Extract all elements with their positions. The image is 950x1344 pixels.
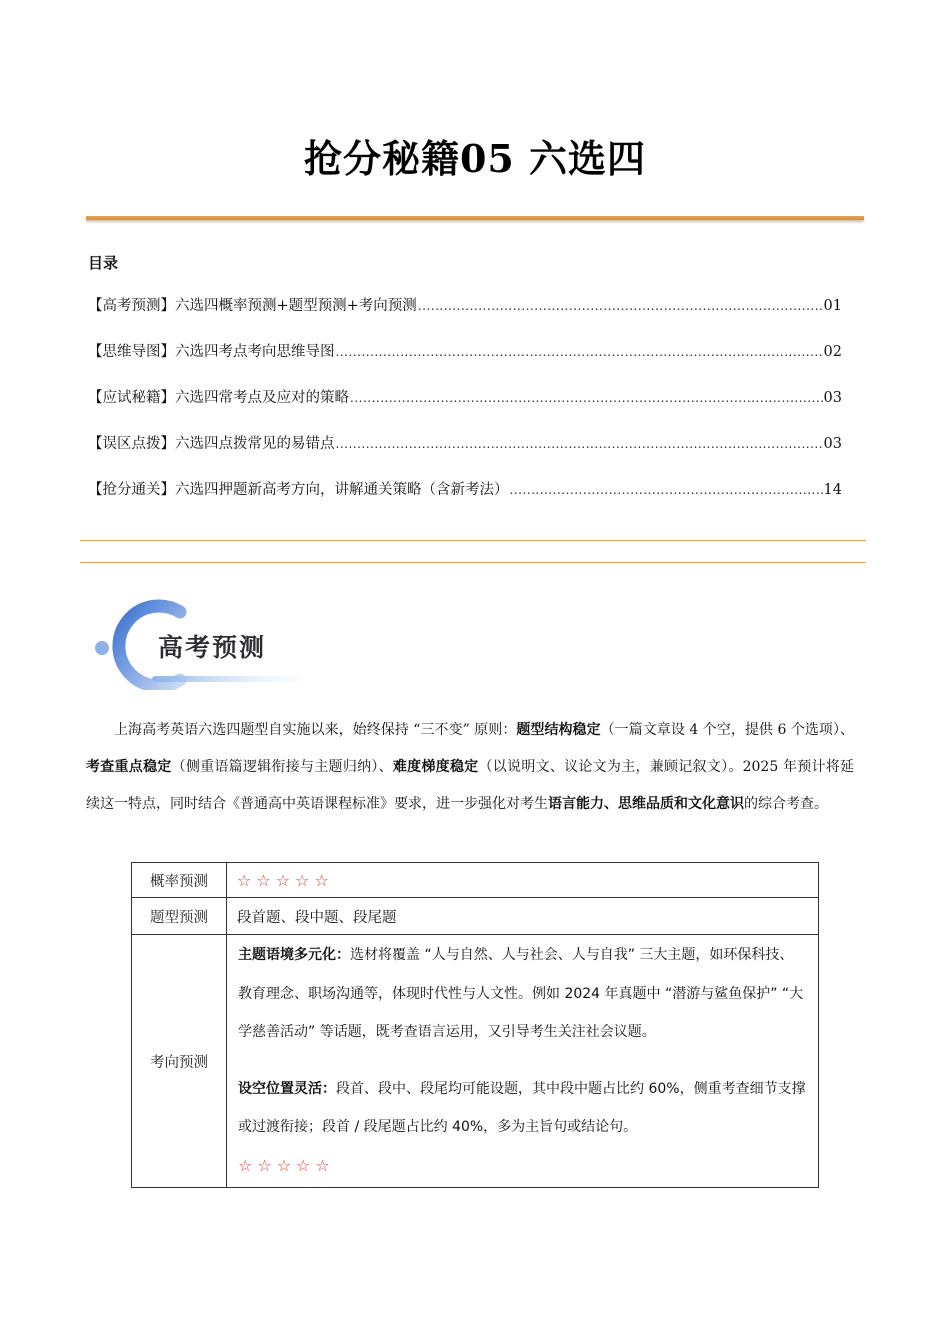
toc-leader-dots (336, 345, 823, 359)
row-value: 段首题、段中题、段尾题 (227, 898, 819, 935)
toc-leader-dots (350, 391, 823, 405)
toc-item[interactable] (88, 478, 842, 524)
emphasis-difficulty: 难度梯度稳定 (392, 759, 479, 775)
toc-item-text: 六选四押题新高考方向，讲解通关策略（含新考法） (175, 482, 509, 498)
prediction-table (131, 862, 819, 1188)
section-divider-bottom (80, 562, 866, 563)
toc-item-text: 六选四考点考向思维导图 (175, 344, 335, 360)
toc-item-tag: 【高考预测】 (88, 298, 175, 314)
section-title: 高考预测 (158, 633, 267, 662)
star-rating: ☆☆☆☆☆ (238, 1155, 335, 1175)
toc-item-tag: 【误区点拨】 (88, 436, 175, 452)
page-title: 抢分秘籍05 六选四 (303, 136, 647, 181)
direction-item: 设空位置灵活：段首、段中、段尾均可能设题，其中段中题占比约 60%，侧重考查细节支撑或过渡衔接；段首 / 段尾题占比约 40%，多为主旨句或结论句。 (238, 1080, 806, 1135)
intro-paragraph: 上海高考英语六选四题型自实施以来，始终保持 “三不变” 原则：题型结构稳定（一篇文章设 4 个空，提供 6 个选项）、考查重点稳定（侧重语篇逻辑衔接与主题归纳）、难度梯度稳定（以说明文、议论文为主，兼顾记叙文）。2025 年预计将延续这一特点，同时结合《普通高中英语课程标准》要求，进一步强化对考生语言能力、思维品质和文化意识的综合考查。 (86, 722, 855, 812)
table-row (132, 898, 819, 935)
direction-content (228, 936, 817, 1186)
toc-item-text: 六选四概率预测+题型预测+考向预测 (175, 298, 417, 314)
toc-item-page: 03 (823, 390, 842, 406)
table-row (132, 863, 819, 898)
toc-item-tag: 【应试秘籍】 (88, 390, 175, 406)
toc-item-page: 03 (823, 436, 842, 452)
table-of-contents (88, 294, 842, 524)
toc-item-page: 01 (823, 298, 842, 314)
banner-bar (152, 676, 300, 682)
banner-dot-icon (95, 641, 109, 655)
emphasis-competencies: 语言能力、思维品质和文化意识 (548, 796, 744, 812)
toc-item-tag: 【抢分通关】 (88, 482, 175, 498)
section-divider-top (80, 540, 866, 541)
title-divider (86, 216, 864, 220)
toc-item[interactable] (88, 432, 842, 478)
toc-leader-dots (418, 299, 823, 313)
table-row (132, 935, 819, 1188)
toc-item-text: 六选四点拨常见的易错点 (175, 436, 335, 452)
toc-leader-dots (510, 483, 823, 497)
toc-item-tag: 【思维导图】 (88, 344, 175, 360)
row-label: 考向预测 (132, 935, 227, 1188)
row-label: 题型预测 (132, 898, 227, 935)
toc-item-page: 14 (823, 482, 842, 498)
emphasis-focus: 考查重点稳定 (86, 759, 172, 775)
toc-item-text: 六选四常考点及应对的策略 (175, 390, 349, 406)
direction-item: 主题语境多元化：选材将覆盖 “人与自然、人与社会、人与自我” 三大主题，如环保科技、教育理念、职场沟通等，体现时代性与人文性。例如 2024 年真题中 “潜游与鲨鱼保护” “大学慈善活动” 等话题，既考查语言运用，又引导考生关注社会议题。 (238, 947, 804, 1040)
row-label: 概率预测 (132, 863, 227, 898)
toc-heading: 目录 (88, 254, 119, 272)
toc-leader-dots (336, 437, 823, 451)
toc-item[interactable] (88, 340, 842, 386)
toc-item[interactable] (88, 294, 842, 340)
toc-item-page: 02 (823, 344, 842, 360)
toc-item[interactable] (88, 386, 842, 432)
emphasis-structure: 题型结构稳定 (516, 722, 601, 738)
star-rating: ☆☆☆☆☆ (237, 870, 334, 890)
